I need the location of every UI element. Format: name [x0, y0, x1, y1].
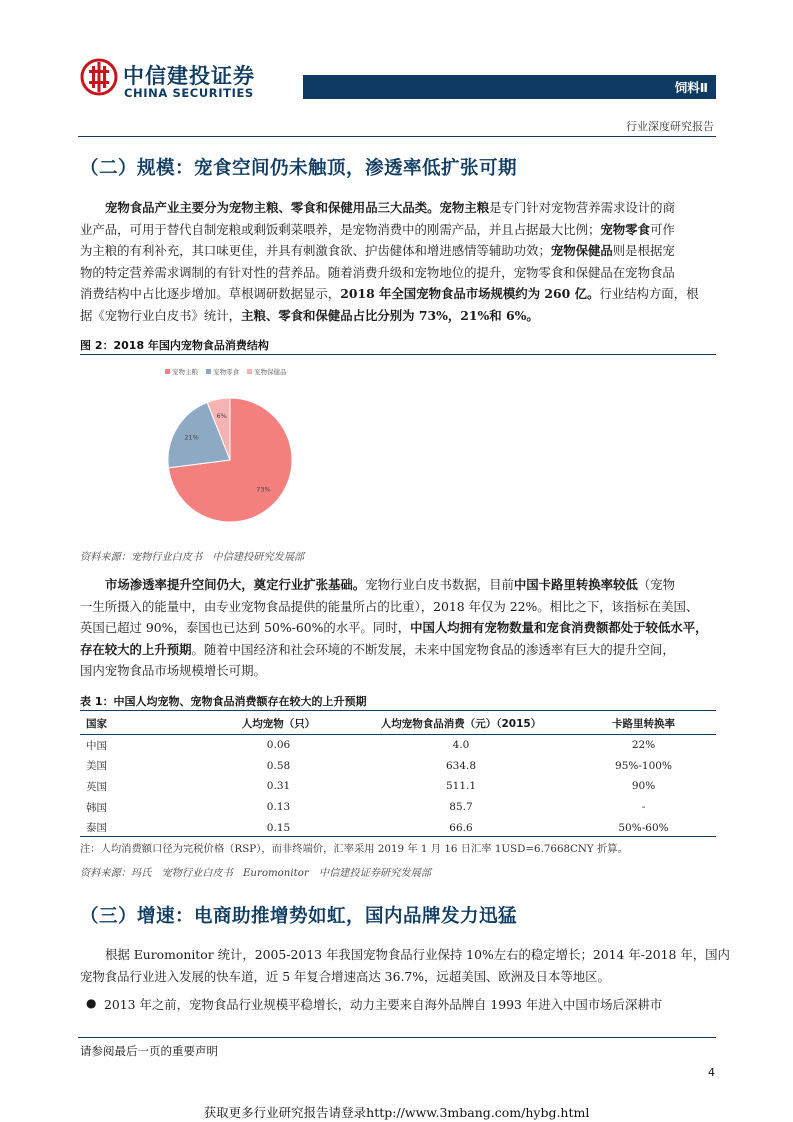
legend-item-health: [247, 368, 287, 376]
table-source: 资料来源：玛氏 宠物行业白皮书 Euromonitor 中信建投证券研究发展部: [80, 868, 431, 879]
col-header: 人均宠物食品消费（元）（2015）: [351, 712, 571, 735]
table-row: [80, 817, 716, 838]
table-row: [80, 756, 716, 777]
table-title: 表 1：中国人均宠物、宠物食品消费额存在较大的上升预期: [80, 695, 367, 708]
text: （宠物: [637, 577, 675, 592]
col-header: 卡路里转换率: [571, 712, 716, 735]
legend-label: 宠物主粮: [172, 368, 198, 376]
bold-text: 存在较大的上升预期: [80, 641, 192, 657]
cell: 4.0: [452, 739, 470, 752]
table-title-rule: [80, 710, 716, 711]
cell: 中国: [86, 739, 107, 752]
cell: 美国: [86, 760, 107, 773]
logo-english-name: CHINA SECURITIES: [124, 86, 254, 100]
cell: 0.13: [266, 801, 291, 814]
cell: 0.15: [266, 821, 291, 834]
table-note: 注：人均消费额口径为完税价格（RSP），而非终端价，汇率采用 2019 年 1 月 16 日汇率 1USD=6.7668CNY 折算。: [80, 843, 628, 855]
bullet-icon: ●: [86, 996, 97, 1010]
cell: 22%: [631, 739, 656, 752]
bold-text: 市场渗透率提升空间仍大，奠定行业扩张基础。: [105, 577, 366, 592]
logo-chinese-name: 中信建投证券: [123, 64, 255, 88]
cell: 66.6: [449, 821, 473, 834]
text: 物的特定营养需求调制的有针对性的营养品。随着消费升级和宠物地位的提升，宠物零食和保健品在宠物食品: [80, 264, 675, 280]
figure-title: 图 2：2018 年国内宠物食品消费结构: [80, 339, 269, 352]
text: 为主粮的有利补充，其口味更佳，并具有刺激食欲、护齿健体和增进感情等辅助功效；: [80, 243, 551, 258]
page-number: 4: [708, 1066, 715, 1079]
bold-text: 主粮、零食和保健品占比分别为 73%，21%和 6%。: [241, 307, 539, 323]
cell: 634.8: [445, 759, 477, 772]
paragraph-product-structure: [80, 197, 716, 326]
paragraph-growth: [80, 944, 730, 987]
text: 根据 Euromonitor 统计，2005-2013 年我国宠物食品行业保持 10%左右的稳定增长；2014 年-2018 年，国内: [105, 947, 730, 962]
bold-text: 宠物保健品: [550, 243, 613, 258]
bullet-paragraph: [104, 994, 716, 1016]
text: 据《宠物行业白皮书》统计，: [80, 307, 242, 323]
table-row: [80, 797, 716, 818]
text: 英国已超过 90%，泰国也已达到 50%-60%的水平。同时，: [80, 620, 411, 635]
table-row: [80, 735, 716, 756]
text: 一生所摄入的能量中，由专业宠物食品提供的能量所占的比重），2018 年仅为 22%。相比之下，该指标在美国、: [80, 598, 699, 614]
section-heading-growth: （三）增速：电商助推增势如虹，国内品牌发力迅猛: [80, 906, 518, 927]
data-table: [80, 712, 716, 838]
footer-disclaimer: 请参阅最后一页的重要声明: [80, 1044, 218, 1058]
cell: 90%: [631, 780, 656, 793]
bold-text: 中国卡路里转换率较低: [513, 577, 638, 592]
pie-label-1: 73%: [256, 485, 271, 494]
table-header-row: [80, 712, 716, 735]
pie-label-3: 6%: [216, 412, 227, 421]
text: 宠物食品行业进入发展的快车道，近 5 年复合增速高达 36.7%，远超美国、欧洲及日本等地区。: [80, 968, 610, 984]
cell: 英国: [86, 780, 107, 793]
legend-label: 宠物保健品: [254, 368, 287, 376]
cell: 0.06: [266, 739, 291, 752]
cell: 85.7: [449, 801, 473, 814]
cell: -: [641, 801, 646, 814]
bold-text: 2018 年全国宠物食品市场规模约为 260 亿。: [340, 286, 600, 301]
watermark-link[interactable]: 获取更多行业研究报告请登录http://www.3mbang.com/hybg.html: [203, 1105, 590, 1120]
cell: 0.58: [266, 759, 291, 772]
chart-legend: [165, 367, 293, 376]
legend-label: 宠物零食: [213, 368, 240, 376]
figure-title-rule: [80, 354, 716, 355]
text: 2013 年之前，宠物食品行业规模平稳增长，动力主要来自海外品牌自 1993 年进入中国市场后深耕市: [104, 997, 663, 1012]
col-header: 国家: [80, 712, 206, 735]
col-header: 人均宠物（只）: [206, 712, 351, 735]
text: 宠物行业白皮书数据，目前: [365, 577, 514, 592]
table-bottom-rule: [80, 836, 716, 837]
report-type: 行业深度研究报告: [626, 120, 714, 133]
section-heading-scale: （二）规模：宠食空间仍未触顶，渗透率低扩张可期: [80, 158, 518, 179]
text: 业产品，可用于替代自制宠粮或剩饭剩菜喂养，是宠物消费中的刚需产品，并且占据最大比例；: [80, 221, 601, 237]
figure-source: 资料来源：宠物行业白皮书 中信建投研究发展部: [80, 552, 305, 563]
bold-text: 宠物零食: [600, 221, 650, 237]
text: 则是根据宠: [612, 243, 675, 258]
footer-divider: [78, 1037, 716, 1038]
text: 可作: [649, 221, 675, 237]
header-bar: [303, 75, 716, 99]
text: 国内宠物食品市场规模增长可期。: [80, 663, 266, 678]
text: 行业结构方面，根: [599, 286, 699, 301]
pie-label-2: 21%: [184, 433, 199, 442]
text: 消费结构中占比逐步增加。草根调研数据显示，: [80, 286, 341, 301]
cell: 泰国: [86, 822, 107, 835]
cell: 0.31: [266, 780, 291, 793]
header-divider: [78, 136, 716, 137]
bold-text: 宠物食品产业主要分为宠物主粮、零食和保健用品三大品类。: [105, 200, 440, 215]
bold-text: 宠物主粮: [439, 200, 490, 215]
paragraph-penetration: [80, 574, 716, 682]
industry-tag: 饲料Ⅱ: [674, 80, 708, 95]
legend-item-food: [165, 368, 198, 376]
text: 。随着中国经济和社会环境的不断发展，未来中国宠物食品的渗透率有巨大的提升空间，: [191, 641, 675, 657]
cell: 511.1: [445, 780, 477, 793]
pie-chart: [150, 380, 330, 540]
table-row: [80, 776, 716, 797]
text: 是专门针对宠物营养需求设计的商: [489, 200, 675, 215]
bold-text: 中国人均拥有宠物数量和宠食消费额都处于较低水平，: [410, 620, 708, 635]
legend-item-snack: [206, 368, 239, 376]
cell: 50%-60%: [618, 821, 669, 834]
company-logo-icon: [80, 58, 118, 96]
cell: 95%-100%: [615, 759, 672, 772]
cell: 韩国: [86, 801, 107, 814]
